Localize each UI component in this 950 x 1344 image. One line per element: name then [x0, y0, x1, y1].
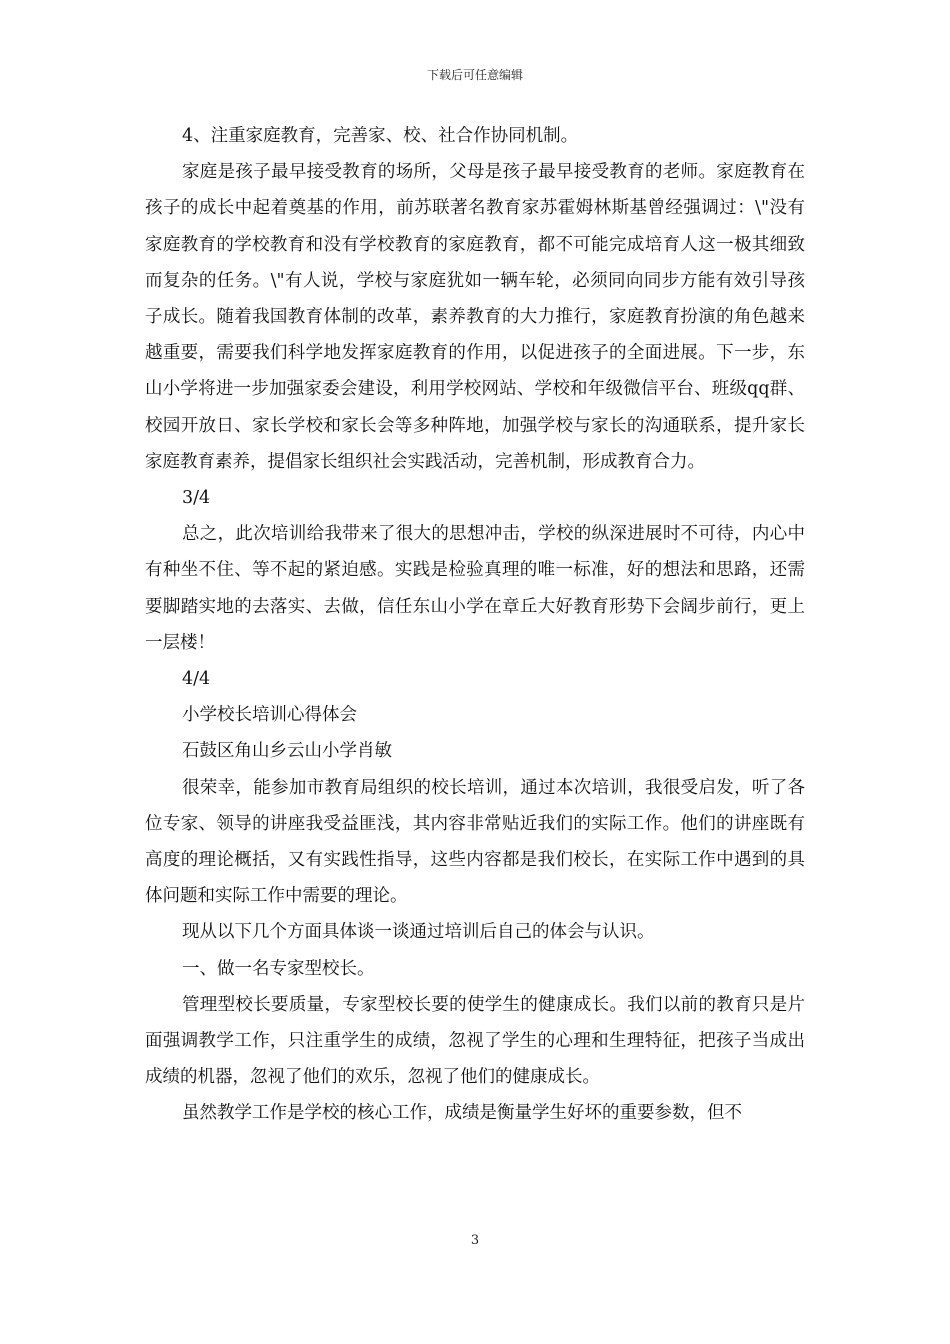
page-number: 3 — [470, 1233, 480, 1248]
document-body — [145, 118, 805, 1132]
article-title: 小学校长培训心得体会 — [182, 705, 357, 726]
article-author: 石鼓区角山乡云山小学肖敏 — [182, 741, 392, 762]
page-marker-3-4: 3/4 — [182, 488, 211, 509]
page-header: 下载后可任意编辑 — [426, 68, 523, 82]
paragraph-expert-principal: 管理型校长要质量，专家型校长要的使学生的健康成长。我们以前的教育只是片面强调教学工作，只注重学生的成绩，忽视了学生的心理和生理特征，把孩子当成出成绩的机器，忽视了他们的欢乐，忽视了他们的健康成长。 — [145, 994, 805, 1088]
page-marker-4-4: 4/4 — [182, 669, 211, 690]
paragraph-heading-4: 4、注重家庭教育，完善家、校、社合作协同机制。 — [182, 126, 579, 146]
paragraph-family-education: 家庭是孩子最早接受教育的场所，父母是孩子最早接受教育的老师。家庭教育在孩子的成长中起着奠基的作用，前苏联著名教育家苏霍姆林斯基曾经强调过：\"没有家庭教育的学校教育和没有学校教育的家庭教育，都不可能完成培育人这一极其细致而复杂的任务。\"有人说，学校与家庭犹如一辆车轮，必须同向同步方能有效引导孩子成长。随着我国教育体制的改革，素养教育的大力推行，家庭教育扮演的角色越来越重要，需要我们科学地发挥家庭教育的作用，以促进孩子的全面进展。下一步，东山小学将进一步加强家委会建设，利用学校网站、学校和年级微信平台、班级qq群、校园开放日、家长学校和家长会等多种阵地，加强学校与家长的沟通联系，提升家长家庭教育素养，提倡家长组织社会实践活动，完善机制，形成教育合力。 — [145, 162, 805, 472]
paragraph-conclusion: 总之，此次培训给我带来了很大的思想冲击，学校的纵深进展时不可待，内心中有种坐不住、等不起的紧迫感。实践是检验真理的唯一标准，好的想法和思路，还需要脚踏实地的去落实、去做，信任东山小学在章丘大好教育形势下会阔步前行，更上一层楼！ — [145, 524, 805, 653]
paragraph-overview: 现从以下几个方面具体谈一谈通过培训后自己的体会与认识。 — [182, 922, 655, 943]
paragraph-teaching-core: 虽然教学工作是学校的核心工作，成绩是衡量学生好坏的重要参数，但不 — [182, 1103, 742, 1124]
paragraph-intro: 很荣幸，能参加市教育局组织的校长培训，通过本次培训，我很受启发，听了各位专家、领导的讲座我受益匪浅，其内容非常贴近我们的实际工作。他们的讲座既有高度的理论概括，又有实践性指导，这些内容都是我们校长，在实际工作中遇到的具体问题和实际工作中需要的理论。 — [145, 777, 805, 907]
section-heading-1: 一、做一名专家型校长。 — [182, 958, 375, 979]
